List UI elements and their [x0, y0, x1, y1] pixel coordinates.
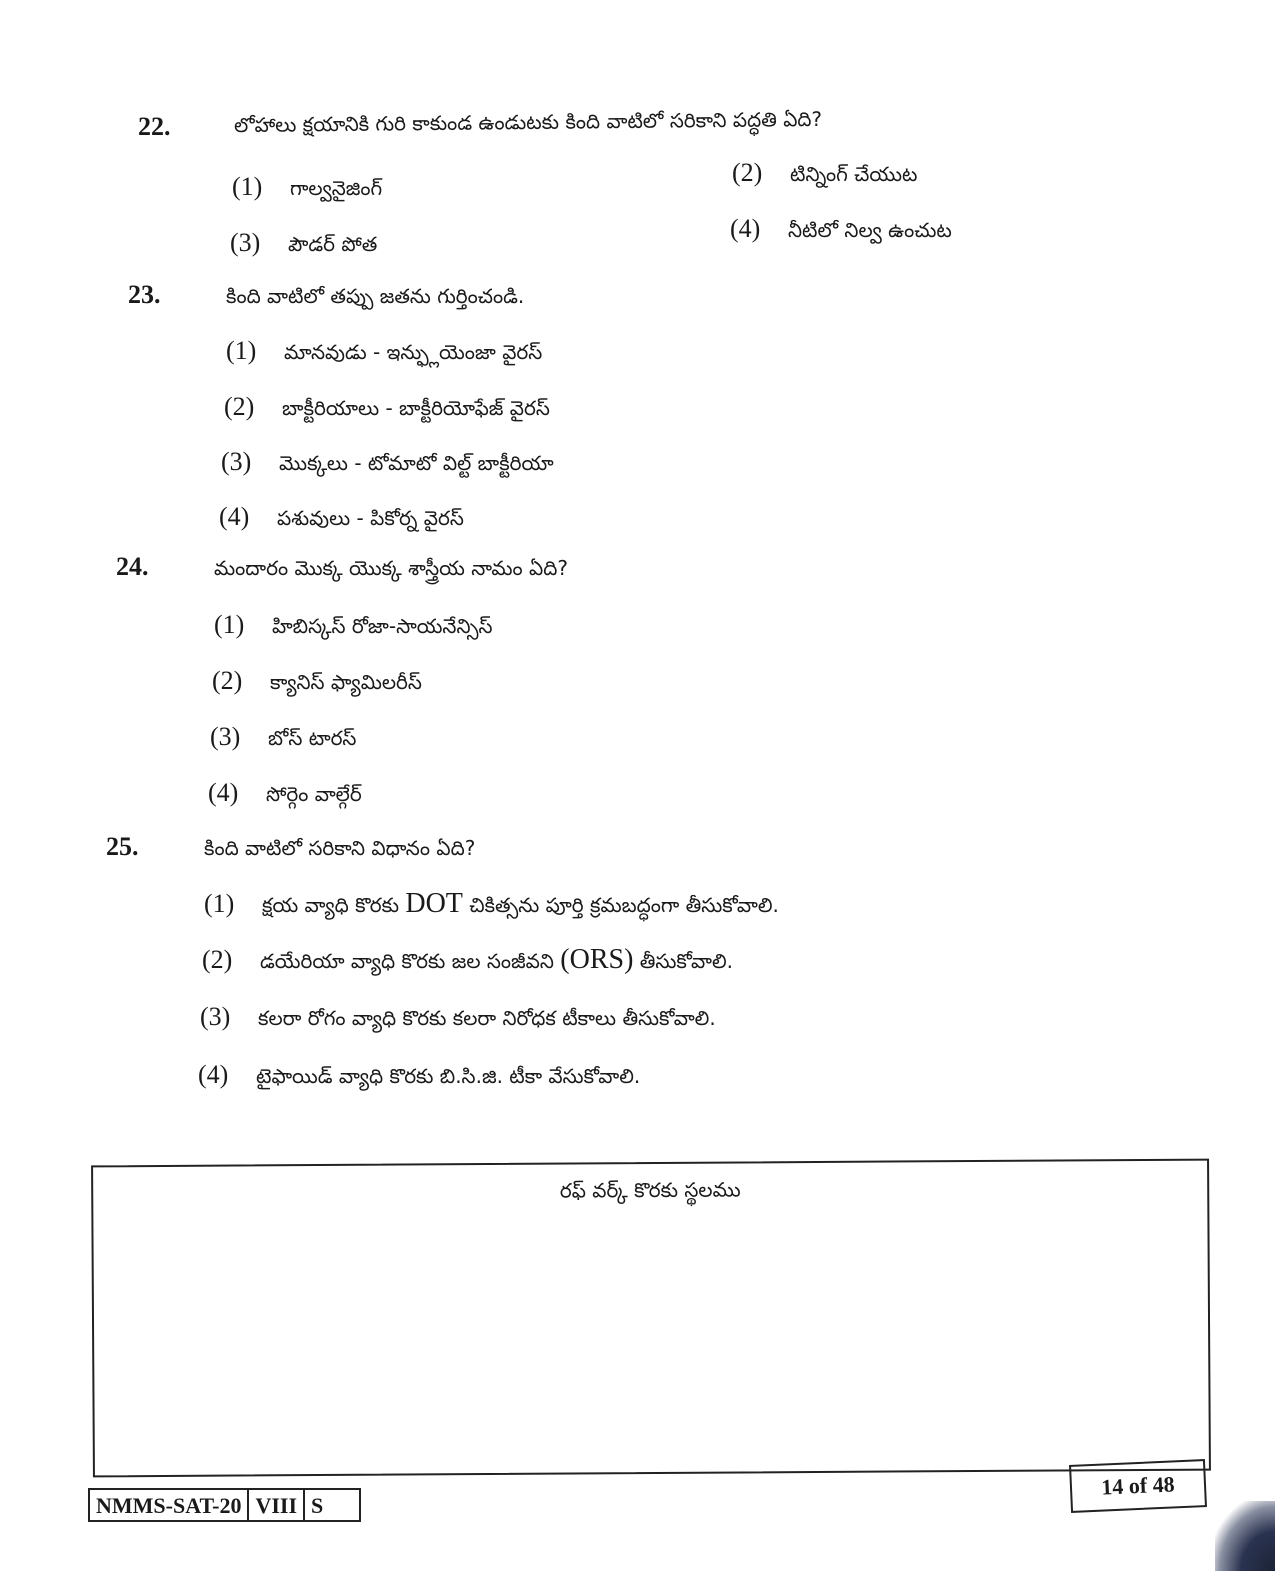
footer-medium: S — [303, 1490, 359, 1520]
option-number: (4) — [198, 1060, 229, 1089]
option-number: (1) — [226, 336, 257, 365]
question-text: మందారం మొక్క యొక్క శాస్త్రీయ నామం ఏది? — [214, 556, 569, 580]
option — [210, 722, 356, 755]
option — [730, 214, 952, 247]
scan-shadow — [1215, 1501, 1275, 1571]
option — [202, 944, 733, 978]
option-number: (2) — [224, 392, 255, 421]
option-text: నీటిలో నిల్వ ఉంచుట — [788, 218, 952, 242]
option-text: టైఫాయిడ్ వ్యాధి కొరకు బి.సి.జి. టీకా వేసుకోవాలి. — [256, 1064, 641, 1088]
option-text-part: క్షయ వ్యాధి కొరకు — [262, 893, 406, 917]
option — [208, 778, 362, 811]
option-text: క్యానిస్ ఫ్యామిలరీస్ — [270, 670, 422, 694]
question-number: 24. — [116, 552, 149, 581]
option — [200, 1002, 716, 1035]
abbreviation: DOT — [405, 888, 463, 919]
option-text: హిబిస్కస్ రోజా-సాయనేన్సిస్ — [272, 614, 493, 638]
option-text: కలరా రోగం వ్యాధి కొరకు కలరా నిరోధక టీకాలు తీసుకోవాలి. — [258, 1006, 716, 1030]
option-text: మానవుడు - ఇన్ఫ్లుయెంజా వైరస్ — [284, 340, 543, 364]
option — [198, 1060, 640, 1093]
option-text: బాక్టీరియాలు - బాక్టీరియోఫేజ్ వైరస్ — [282, 396, 550, 420]
footer-class: VIII — [247, 1490, 303, 1520]
option-number: (2) — [732, 158, 763, 187]
option-number: (3) — [210, 722, 241, 751]
option-text: పశువులు - పికోర్న వైరస్ — [277, 506, 464, 530]
option — [226, 336, 542, 369]
option-number: (3) — [221, 447, 252, 476]
option — [221, 447, 554, 480]
option-number: (4) — [219, 502, 250, 531]
option-number: (3) — [230, 228, 261, 257]
option-number: (3) — [200, 1002, 231, 1031]
option — [212, 666, 422, 699]
option-text: బోస్ టారస్ — [268, 726, 357, 750]
rough-work-box — [91, 1159, 1211, 1478]
option-number: (4) — [730, 214, 761, 243]
footer-code: NMMS-SAT-20 — [96, 1493, 242, 1518]
option — [214, 610, 493, 643]
question-number: 25. — [106, 832, 139, 861]
option-text: సోర్గెం వాల్గేర్ — [266, 782, 362, 806]
question-number: 22. — [138, 112, 171, 141]
option-text-part: డయేరియా వ్యాధి కొరకు జల సంజీవని — [260, 949, 561, 973]
footer-exam-code — [88, 1488, 361, 1522]
question-number: 23. — [128, 280, 161, 309]
option — [232, 172, 382, 205]
page-number: 14 of 48 — [1069, 1459, 1207, 1513]
question-text: కింది వాటిలో తప్పు జతను గుర్తించండి. — [226, 284, 525, 308]
option-number: (1) — [214, 610, 245, 639]
question-text: కింది వాటిలో సరికాని విధానం ఏది? — [204, 836, 476, 860]
abbreviation: (ORS) — [560, 944, 634, 975]
option-number: (2) — [202, 945, 233, 974]
option-text-part: తీసుకోవాలి. — [633, 949, 734, 973]
rough-work-title: రఫ్ వర్క్ కొరకు స్థలము — [559, 1177, 741, 1203]
option — [732, 158, 917, 191]
option-number: (4) — [208, 778, 239, 807]
option — [224, 392, 550, 425]
option-text: టిన్నింగ్ చేయుట — [790, 162, 918, 186]
option-number: (2) — [212, 666, 243, 695]
option — [204, 888, 779, 922]
option — [230, 228, 377, 261]
question-text: లోహాలు క్షయానికి గురి కాకుండ ఉండుటకు కింది వాటిలో సరికాని పద్ధతి ఏది? — [233, 106, 823, 138]
option-text: గాల్వనైజింగ్ — [290, 176, 383, 200]
option-text: పౌడర్ పోత — [288, 232, 378, 256]
option-text — [260, 944, 733, 978]
option — [219, 502, 464, 535]
option-text: మొక్కలు - టోమాటో విల్ట్ బాక్టీరియా — [279, 451, 554, 475]
option-text — [262, 888, 779, 922]
option-text-part: చికిత్సను పూర్తి క్రమబద్ధంగా తీసుకోవాలి. — [462, 893, 779, 917]
option-number: (1) — [204, 889, 235, 918]
option-number: (1) — [232, 172, 263, 201]
